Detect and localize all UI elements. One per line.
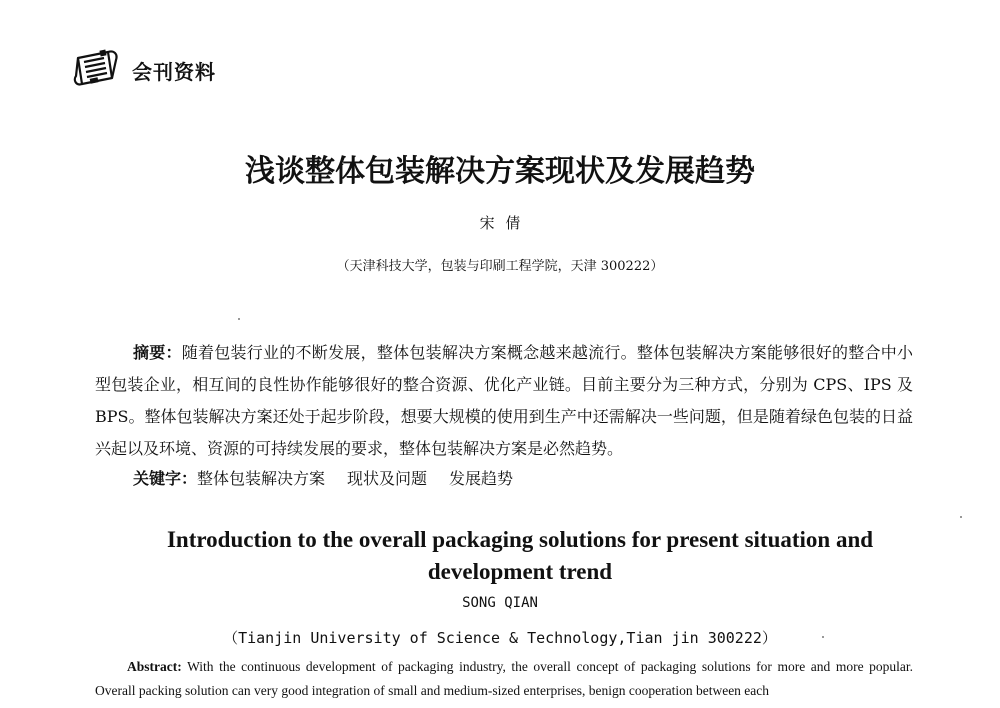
- journal-name: 会刊资料: [132, 59, 216, 84]
- keywords-cn: [133, 465, 535, 493]
- scan-speck: [960, 516, 962, 518]
- newspaper-logo-icon: [70, 48, 122, 92]
- keywords-cn-label: 关键字：: [133, 469, 198, 488]
- author-name-cn: 宋 倩: [479, 214, 521, 232]
- abstract-cn-label: 摘要：: [133, 343, 182, 362]
- abstract-cn-text: 随着包装行业的不断发展，整体包装解决方案概念越来越流行。整体包装解决方案能够很好的整合中小型包装企业，相互间的良性协作能够很好的整合资源、优化产业链。目前主要分为三种方式，分别为 CPS、IPS 及 BPS。整体包装解决方案还处于起步阶段，想要大规模的使用到生产中还需解决一些问题，但是随着绿色包装的日益兴起以及环境、资源的可持续发展的要求，整体包装解决方案是必然趋势。: [95, 343, 913, 458]
- abstract-en-label: Abstract:: [127, 659, 182, 674]
- paper-title-en: Introduction to the overall packaging solutions for present situation and development trend: [166, 527, 874, 584]
- abstract-en: [95, 655, 913, 703]
- keyword: 现状及问题: [347, 469, 428, 488]
- affiliation-cn: （天津科技大学，包装与印刷工程学院，天津 300222）: [336, 259, 664, 274]
- keyword: 发展趋势: [449, 469, 514, 488]
- affiliation-en: （Tianjin University of Science & Technology,Tian jin 300222）: [223, 629, 777, 647]
- abstract-cn: [95, 337, 913, 465]
- journal-header: [70, 48, 216, 92]
- paper-title-cn: 浅谈整体包装解决方案现状及发展趋势: [245, 154, 755, 189]
- scan-speck: [238, 318, 240, 320]
- keyword: 整体包装解决方案: [197, 469, 326, 488]
- scan-speck: [822, 636, 824, 638]
- author-name-en: SONG QIAN: [462, 595, 538, 611]
- abstract-en-text: With the continuous development of packaging industry, the overall concept of packaging solutions for more and more popular. Overall packing solution can very good integration of small and medium-sized enterprises, benign cooperation between each: [95, 659, 913, 698]
